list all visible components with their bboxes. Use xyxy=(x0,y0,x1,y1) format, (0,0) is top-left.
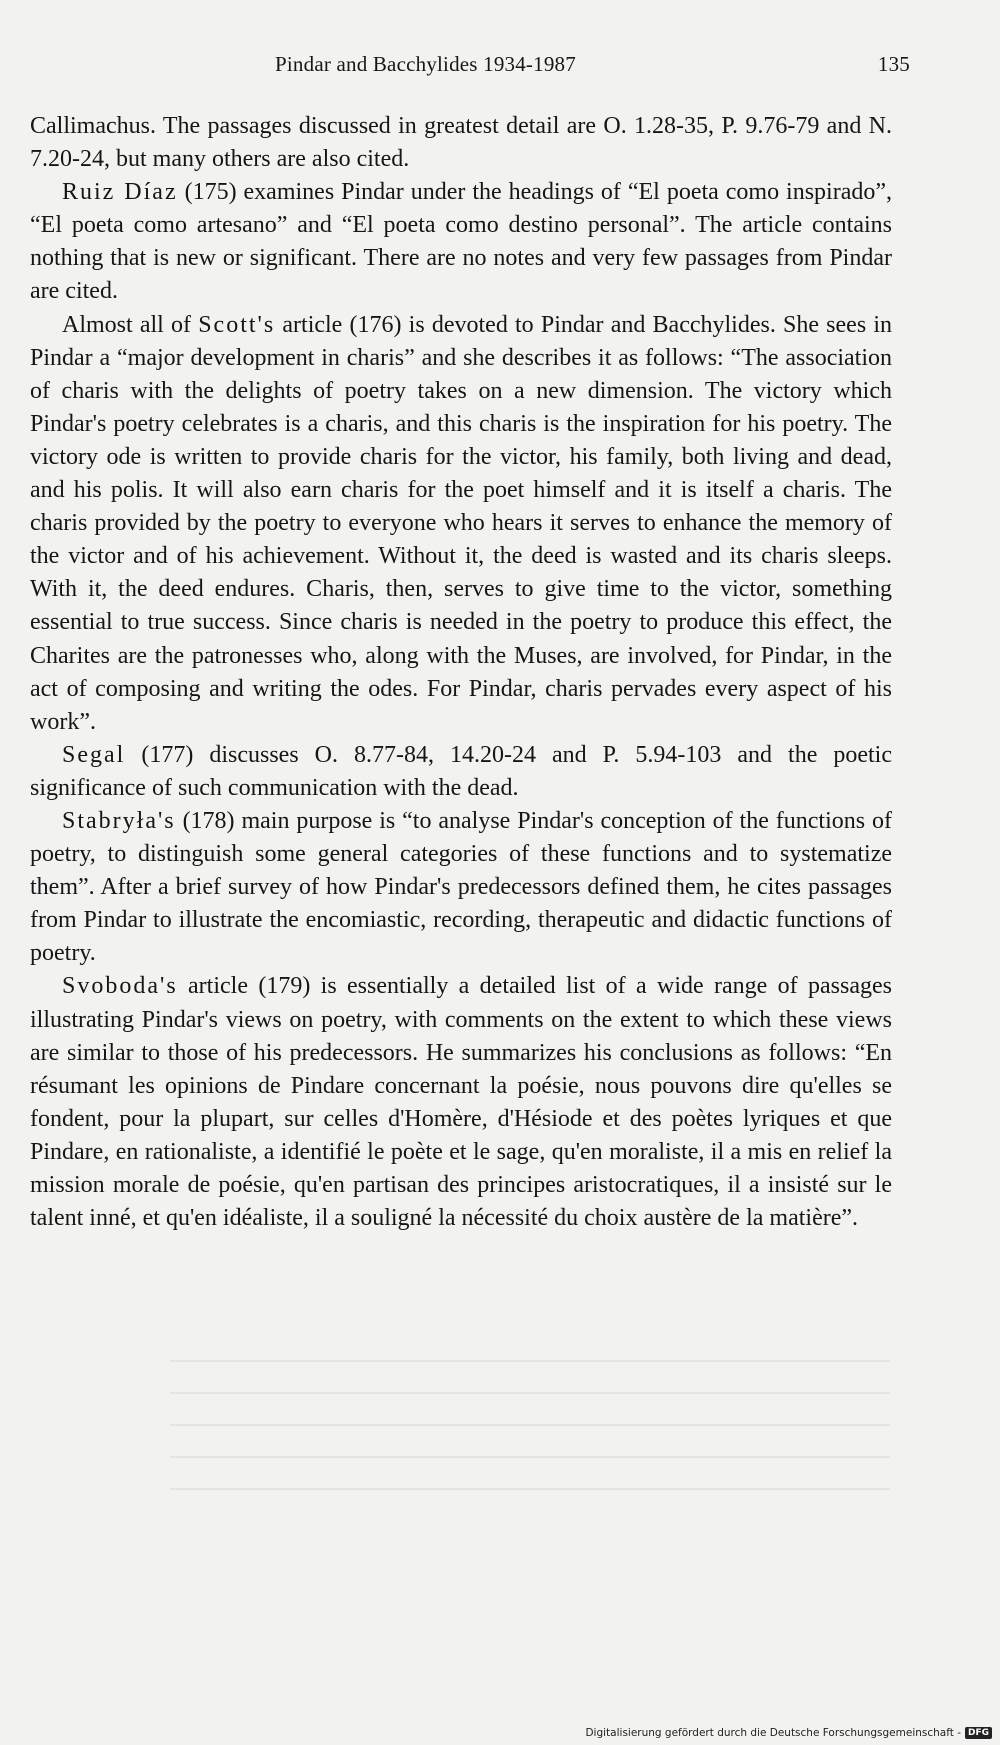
dfg-logo-icon: DFG xyxy=(965,1727,992,1739)
digitization-credit xyxy=(585,1727,992,1739)
paragraph-5 xyxy=(30,805,892,970)
paragraph-6-article: article xyxy=(177,973,259,1000)
paragraph-4-text: discusses O. 8.77-84, 14.20-24 and P. 5.94-103 and the poetic significance of such communication with the dead. xyxy=(30,741,893,801)
paragraph-1 xyxy=(30,110,892,176)
reference-number: (179) xyxy=(258,973,311,1000)
paragraph-4 xyxy=(30,739,892,805)
paragraph-6-text: is essentially a detailed list of a wide range of passages illustrating Pindar's views on poetry, with comments on the extent to which these views are similar to those of his predecessors. He summarizes his conclusions as follows: “En résumant les opinions de Pindare concernant la poésie, nous pouvons dire qu'elles se fondent, pour la plupart, sur celles d'Homère, d'Hésiode et des poètes lyriques et que Pindare, en rationaliste, a identifié le poète et le sage, qu'en moraliste, il a mis en relief la mission morale de poésie, qu'en partisan des principes aristocratiques, il a insisté sur le talent inné, et qu'en idéaliste, il a souligné la nécessité du choix austère de la matière”. xyxy=(30,973,892,1232)
body-text xyxy=(30,110,892,1235)
running-head xyxy=(30,52,910,84)
paragraph-3 xyxy=(30,309,892,739)
paragraph-1-text: Callimachus. The passages discussed in greatest detail are O. 1.28-35, P. 9.76-79 and N. 7.20-24, but many others are also cited. xyxy=(30,113,892,173)
reference-number: (177) xyxy=(141,741,194,768)
page-number: 135 xyxy=(877,52,910,76)
reference-number: (176) xyxy=(349,311,402,338)
paragraph-3-text: is devoted to Pindar and Bacchylides. She sees in Pindar a “major development in charis” and she describes it as follows: “The association of charis with the delights of poetry takes on a new dimension. The victory which Pindar's poetry celebrates is a charis, and this charis is the inspiration for his poetry. The victory ode is written to provide charis for the victor, his family, both living and dead, and his polis. It will also earn charis for the poet himself and it is itself a charis. The charis provided by the poetry to everyone who hears it serves to enhance the memory of the victor and of his achievement. Without it, the deed is wasted and its charis sleeps. With it, the deed endures. Charis, then, serves to give time to the victor, something essential to true success. Since charis is needed in the poetry to produce this effect, the Charites are the patronesses who, along with the Muses, are involved, for Pindar, in the act of composing and writing the odes. For Pindar, charis pervades every aspect of his work”. xyxy=(30,311,893,735)
paragraph-3-article: article xyxy=(275,311,350,338)
author-name: Ruiz Díaz xyxy=(62,179,178,206)
author-name: Scott's xyxy=(198,311,276,338)
show-through-shadow xyxy=(170,1360,890,1510)
reference-number: (175) xyxy=(184,179,237,206)
running-title: Pindar and Bacchylides 1934-1987 xyxy=(275,52,576,76)
credit-text: Digitalisierung gefördert durch die Deutsche Forschungsgemeinschaft - xyxy=(585,1727,961,1739)
author-name: Segal xyxy=(62,741,126,768)
paragraph-5-text: main purpose is “to analyse Pindar's conception of the functions of poetry, to distinguish some general categories of these functions and to systematize them”. After a brief survey of how Pindar's predecessors defined them, he cites passages from Pindar to illustrate the encomiastic, recording, therapeutic and didactic functions of poetry. xyxy=(30,807,892,967)
paragraph-2 xyxy=(30,176,892,308)
reference-number: (178) xyxy=(182,807,235,834)
paragraph-2-text: examines Pindar under the headings of “El poeta como inspirado”, “El poeta como artesano” and “El poeta como destino personal”. The article contains nothing that is new or significant. There are no notes and very few passages from Pindar are cited. xyxy=(30,179,893,305)
author-name: Svoboda's xyxy=(62,973,178,1000)
author-name: Stabryła's xyxy=(62,807,176,834)
paragraph-3-lead: Almost all of xyxy=(62,311,199,338)
paragraph-6 xyxy=(30,970,892,1235)
